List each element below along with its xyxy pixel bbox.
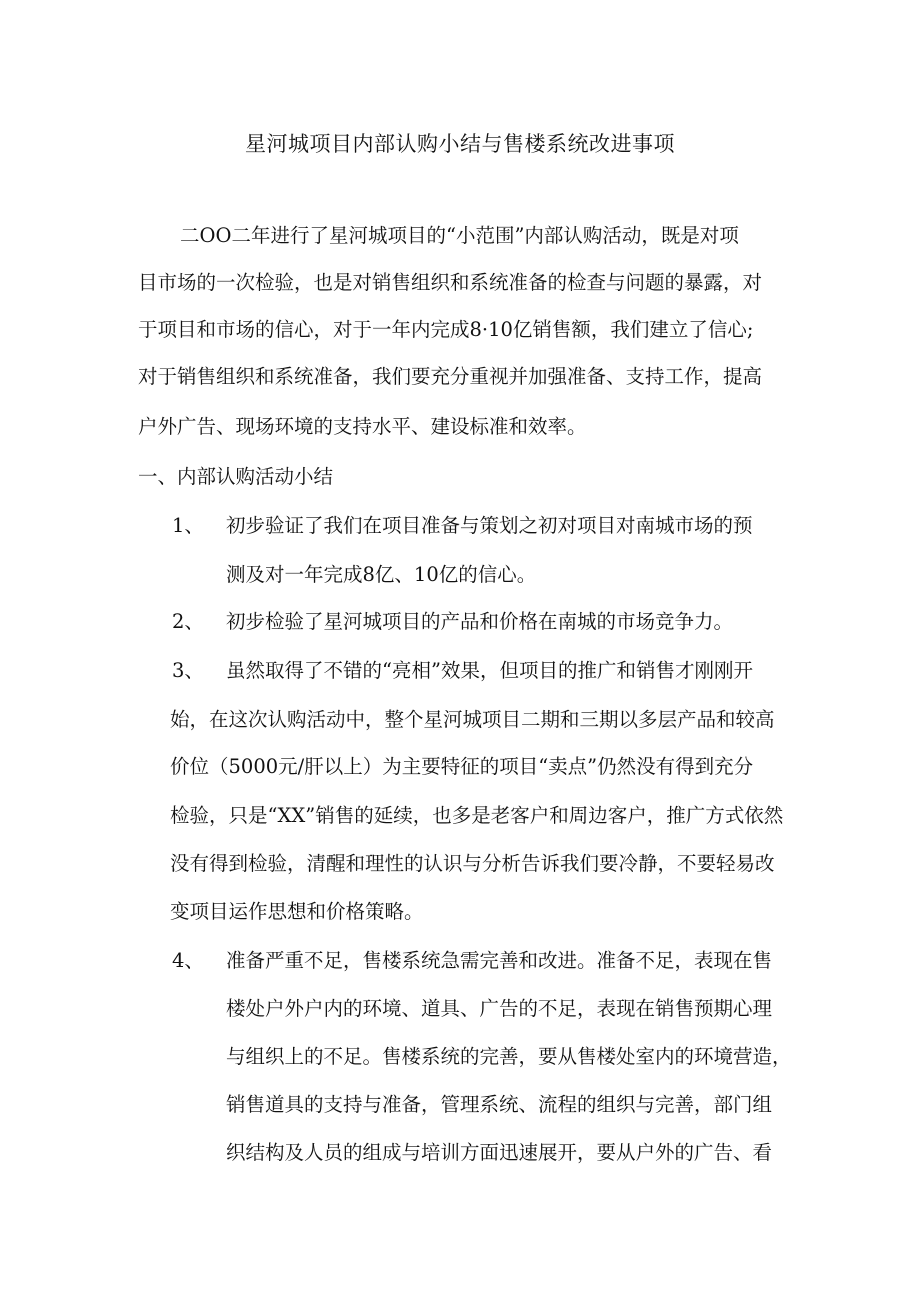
item-line: 变项目运作思想和价格策略。 <box>170 900 424 923</box>
item-line: 测及对一年完成8亿、10亿的信心。 <box>226 563 537 586</box>
item-line: 与组织上的不足。售楼系统的完善，要从售楼处室内的环境营造， <box>226 1045 792 1068</box>
intro-line: 二OO二年进行了星河城项目的“小范围”内部认购活动，既是对项 <box>180 224 739 247</box>
item-line: 销售道具的支持与准备，管理系统、流程的组织与完善，部门组 <box>226 1093 773 1116</box>
item-line: 没有得到检验，清醒和理性的认识与分析告诉我们要冷静，不要轻易改 <box>170 852 775 875</box>
document-title: 星河城项目内部认购小结与售楼系统改进事项 <box>245 132 675 156</box>
item-line: 虽然取得了不错的“亮相”效果，但项目的推广和销售才刚刚开 <box>226 659 753 682</box>
item-number: 1、 <box>172 514 204 537</box>
section-heading: 一、内部认购活动小结 <box>138 465 334 488</box>
item-line: 初步检验了星河城项目的产品和价格在南城的市场竞争力。 <box>226 610 734 633</box>
item-number: 2、 <box>172 610 204 633</box>
item-number: 4、 <box>172 949 204 972</box>
intro-line: 对于销售组织和系统准备，我们要充分重视并加强准备、支持工作，提高 <box>138 365 763 388</box>
intro-line: 户外广告、现场环境的支持水平、建设标准和效率。 <box>138 415 587 438</box>
intro-line: 于项目和市场的信心，对于一年内完成8·10亿销售额，我们建立了信心; <box>138 318 754 341</box>
intro-line: 目市场的一次检验，也是对销售组织和系统准备的检查与问题的暴露，对 <box>138 271 763 294</box>
item-line: 始，在这次认购活动中，整个星河城项目二期和三期以多层产品和较高 <box>170 708 775 731</box>
item-line: 检验，只是“XX”销售的延续，也多是老客户和周边客户，推广方式依然 <box>170 804 784 827</box>
item-number: 3、 <box>172 659 204 682</box>
item-line: 初步验证了我们在项目准备与策划之初对项目对南城市场的预 <box>226 514 753 537</box>
item-line: 价位（5000元/肝以上）为主要特征的项目“卖点”仍然没有得到充分 <box>170 755 754 778</box>
item-line: 织结构及人员的组成与培训方面迅速展开，要从户外的广告、看 <box>226 1141 773 1164</box>
item-line: 楼处户外户内的环境、道具、广告的不足，表现在销售预期心理 <box>226 997 773 1020</box>
item-line: 准备严重不足，售楼系统急需完善和改进。准备不足，表现在售 <box>226 949 773 972</box>
